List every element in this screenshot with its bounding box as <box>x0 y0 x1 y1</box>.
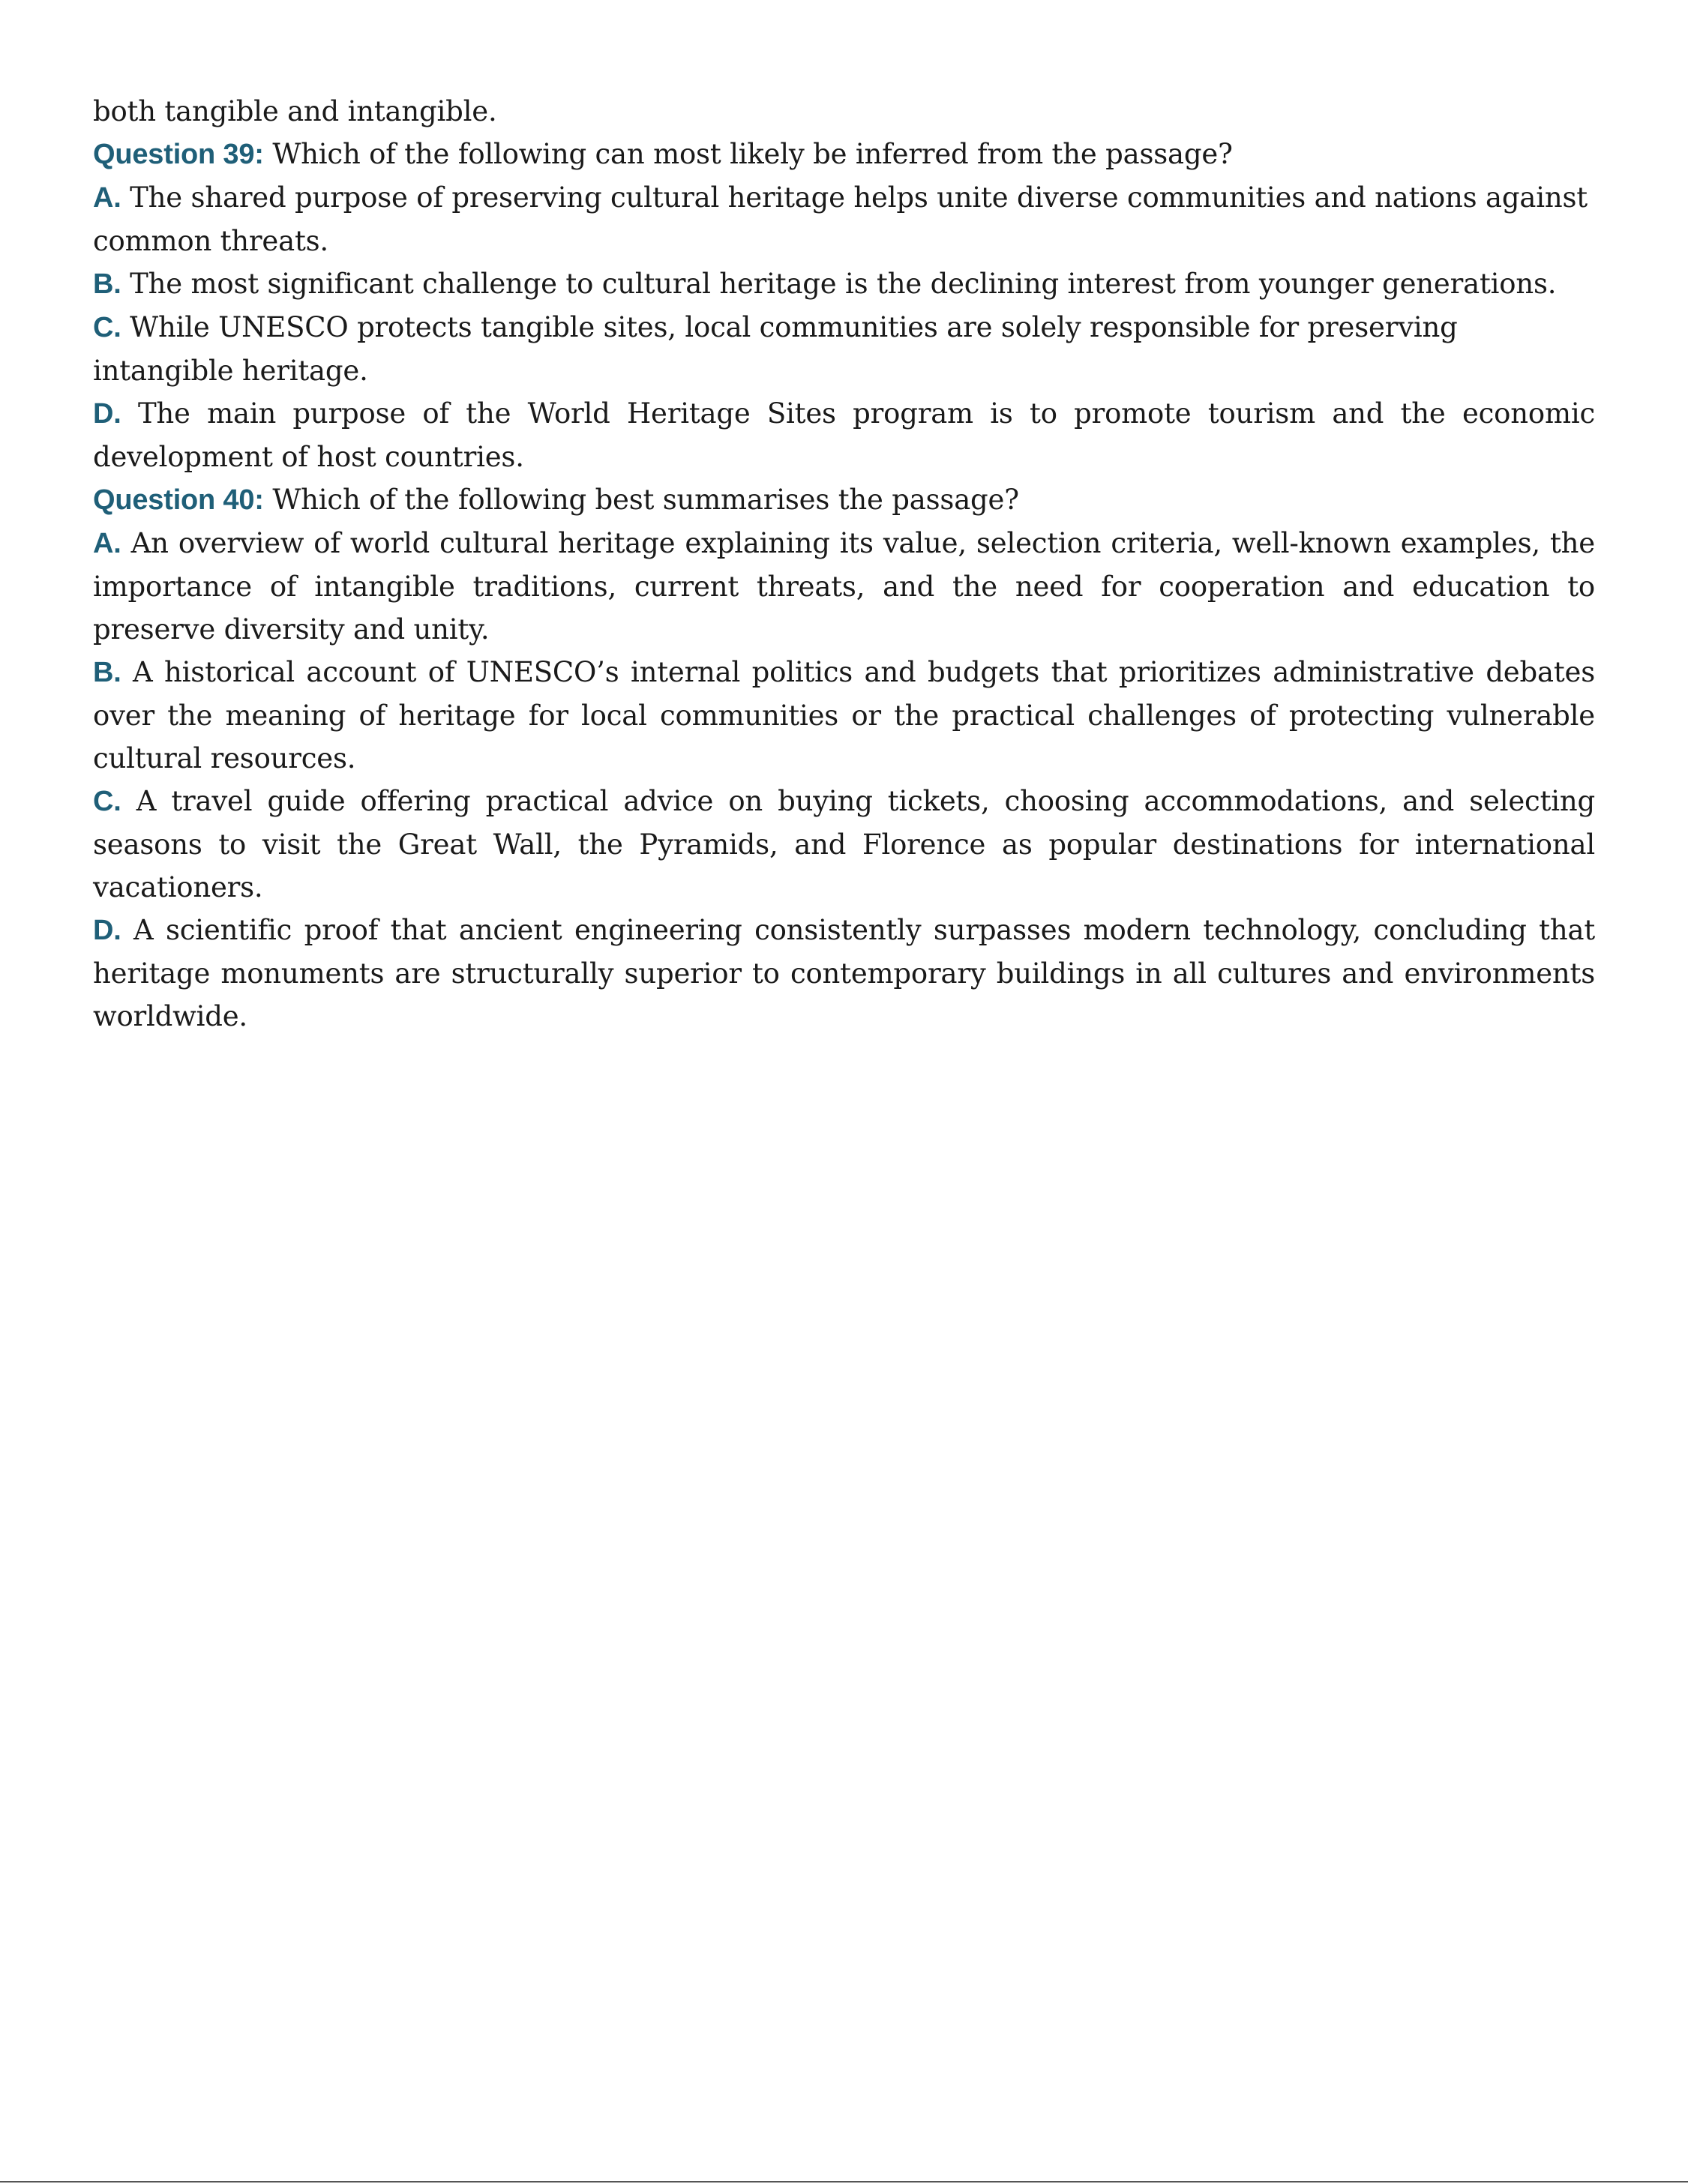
question-40-label: Question 40: <box>93 484 264 516</box>
question-39-option-b <box>93 262 1595 306</box>
option-letter: D. <box>93 398 121 430</box>
option-letter: C. <box>93 786 121 817</box>
question-40-option-a <box>93 522 1595 651</box>
question-39-option-d <box>93 392 1595 478</box>
question-39-stem <box>93 133 1595 176</box>
question-40-stem <box>93 478 1595 522</box>
option-text: The shared purpose of preserving cultural heritage helps unite diverse communities and nations against common threats. <box>93 181 1588 257</box>
option-text: A travel guide offering practical advice on buying tickets, choosing accommodations, and selecting seasons to visit the Great Wall, the Pyramids, and Florence as popular destinations for international vacationers. <box>93 785 1595 903</box>
option-letter: A. <box>93 182 121 214</box>
passage-ending <box>93 90 1595 133</box>
page-bottom-divider <box>0 2181 1688 2183</box>
question-39-option-a <box>93 176 1595 262</box>
option-text: An overview of world cultural heritage explaining its value, selection criteria, well-known examples, the importance of intangible traditions, current threats, and the need for cooperation and education to preserve diversity and unity. <box>93 527 1595 646</box>
option-letter: A. <box>93 528 121 559</box>
option-letter: B. <box>93 657 121 688</box>
question-39-label: Question 39: <box>93 139 264 170</box>
option-text: A scientific proof that ancient engineering consistently surpasses modern technology, concluding that heritage monuments are structurally superior to contemporary buildings in all cultures and environments worldwide. <box>93 914 1595 1032</box>
option-letter: D. <box>93 915 121 946</box>
question-40-option-b <box>93 651 1595 780</box>
option-text: The main purpose of the World Heritage Sites program is to promote tourism and the economic development of host countries. <box>93 397 1595 473</box>
question-39-option-c <box>93 306 1595 392</box>
document-page <box>93 90 1595 1038</box>
option-text: While UNESCO protects tangible sites, local communities are solely responsible for preserving intangible heritage. <box>93 311 1458 387</box>
option-letter: B. <box>93 268 121 300</box>
option-text: The most significant challenge to cultural heritage is the declining interest from younger generations. <box>121 268 1557 300</box>
question-40-option-c <box>93 780 1595 909</box>
question-39-text: Which of the following can most likely be inferred from the passage? <box>263 138 1233 170</box>
option-text: A historical account of UNESCO’s internal politics and budgets that prioritizes administrative debates over the meaning of heritage for local communities or the practical challenges of protecting vulnerable cultural resources. <box>93 656 1595 774</box>
option-letter: C. <box>93 312 121 343</box>
passage-ending-text: both tangible and intangible. <box>93 95 497 127</box>
question-40-option-d <box>93 909 1595 1038</box>
question-40-text: Which of the following best summarises the passage? <box>263 484 1019 516</box>
